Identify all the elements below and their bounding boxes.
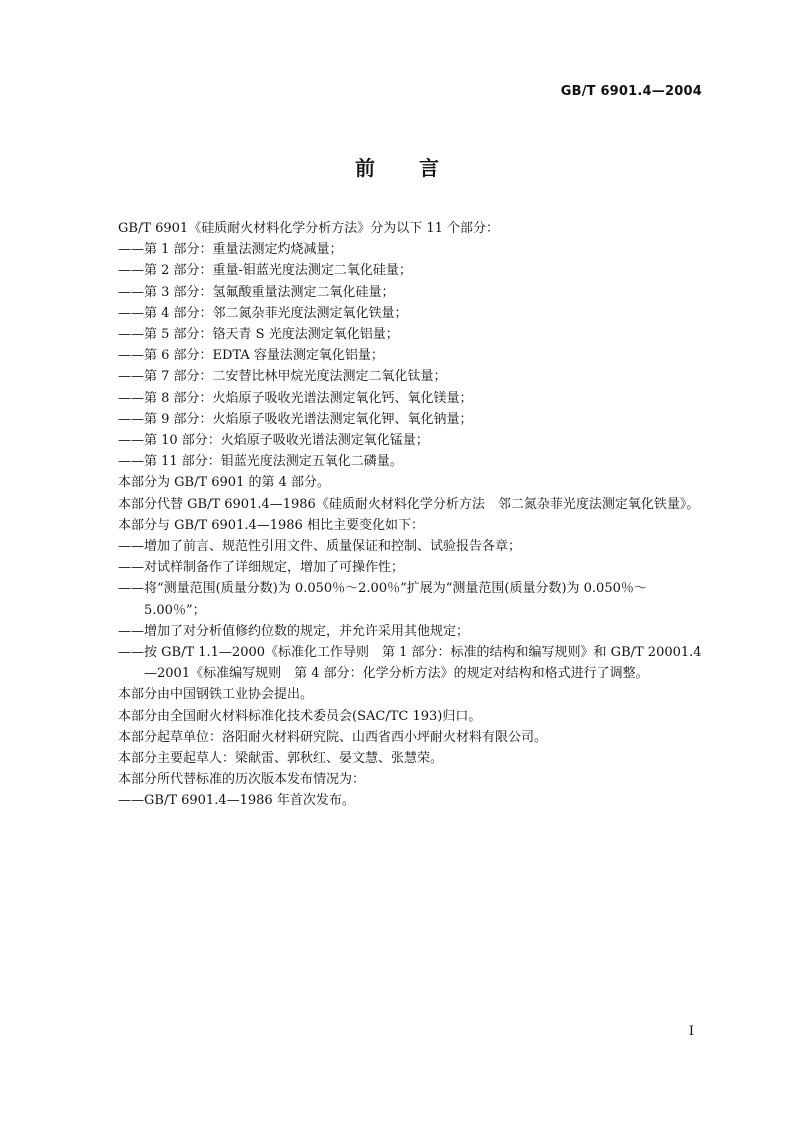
- intro-paragraph: GB/T 6901《硅质耐火材料化学分析方法》分为以下 11 个部分：: [118, 221, 500, 236]
- title-char-2: 言: [419, 156, 439, 180]
- list-item: ——第 8 部分：火焰原子吸收光谱法测定氧化钙、氧化镁量；: [118, 390, 473, 406]
- list-item: ——增加了前言、规范性引用文件、质量保证和控制、试验报告各章；: [118, 539, 522, 555]
- body-paragraph: 本部分由中国钢铁工业协会提出。: [118, 687, 314, 703]
- list-item: ——按 GB/T 1.1—2000《标准化工作导则 第 1 部分：标准的结构和编写规则》和 GB/T 20001.4—2001《标准编写规则 第 4 部分：化学分析方法》的规定对结构和格式进行了调整。: [118, 645, 702, 682]
- list-item: ——将“测量范围(质量分数)为 0.050％～2.00％”扩展为“测量范围(质量分数)为 0.050％～5.00％”；: [118, 581, 647, 618]
- standard-code: GB/T 6901.4—2004: [560, 84, 702, 99]
- list-item: ——第 11 部分：钼蓝光度法测定五氧化二磷量。: [118, 454, 403, 470]
- body-paragraph: 本部分主要起草人：梁献雷、郭秋红、晏文慧、张慧荣。: [118, 751, 444, 767]
- page-title: [0, 152, 794, 181]
- list-item: ——第 6 部分：EDTA 容量法测定氧化铝量；: [118, 348, 384, 364]
- list-item: ——第 3 部分：氢氟酸重量法测定二氧化硅量；: [118, 284, 395, 300]
- list-item: ——增加了对分析值修约位数的规定，并允许采用其他规定；: [118, 623, 470, 639]
- list-item: ——第 5 部分：铬天青 S 光度法测定氧化铝量；: [118, 327, 399, 343]
- list-item: ——第 9 部分：火焰原子吸收光谱法测定氧化钾、氧化钠量；: [118, 411, 473, 427]
- body-paragraph: 本部分起草单位：洛阳耐火材料研究院、山西省西小坪耐火材料有限公司。: [118, 729, 548, 745]
- page-number: I: [688, 1024, 694, 1039]
- list-item: ——第 10 部分：火焰原子吸收光谱法测定氧化锰量；: [118, 433, 429, 449]
- list-item: ——对试样制备作了详细规定，增加了可操作性；: [118, 560, 405, 576]
- preface-body: [92, 218, 704, 812]
- list-item: ——第 2 部分：重量-钼蓝光度法测定二氧化硅量；: [118, 263, 412, 279]
- list-item: ——GB/T 6901.4—1986 年首次发布。: [118, 793, 355, 809]
- list-item: ——第 4 部分：邻二氮杂菲光度法测定氧化铁量；: [118, 305, 408, 321]
- body-paragraph: 本部分由全国耐火材料标准化技术委员会(SAC/TC 193)归口。: [118, 708, 482, 724]
- title-char-1: 前: [355, 156, 375, 180]
- list-item: ——第 7 部分：二安替比林甲烷光度法测定二氧化钛量；: [118, 369, 447, 385]
- body-paragraph: 本部分为 GB/T 6901 的第 4 部分。: [118, 475, 331, 491]
- body-paragraph: 本部分代替 GB/T 6901.4—1986《硅质耐火材料化学分析方法 邻二氮杂菲光度法测定氧化铁量》。: [118, 496, 700, 512]
- body-paragraph: 本部分与 GB/T 6901.4—1986 相比主要变化如下：: [118, 517, 424, 533]
- list-item: ——第 1 部分：重量法测定灼烧减量；: [118, 242, 343, 258]
- body-paragraph: 本部分所代替标准的历次版本发布情况为：: [118, 772, 366, 788]
